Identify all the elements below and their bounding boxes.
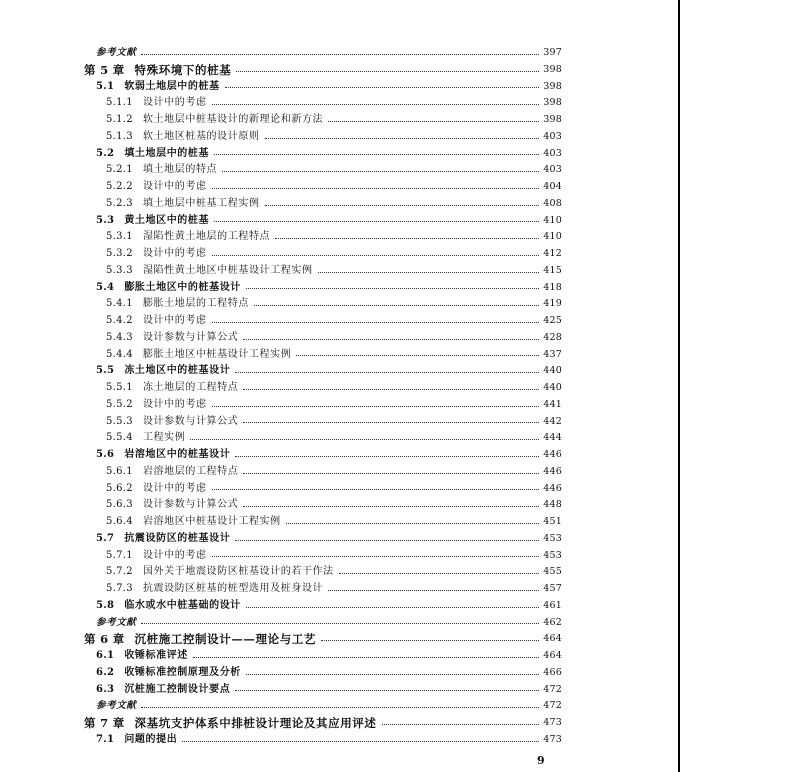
toc-entry-title: 设计中的考虑 <box>142 181 207 192</box>
toc-entry-page: 444 <box>543 432 562 444</box>
toc-entry-title: 岩溶地区中的桩基设计 <box>124 449 231 460</box>
dot-leader <box>193 657 539 658</box>
toc-entry <box>84 430 562 447</box>
toc-entry-page: 415 <box>543 264 562 276</box>
toc-entry-title: 参考文献 <box>96 47 137 58</box>
toc-entry <box>84 732 562 749</box>
toc-entry-number: 5.6.1 <box>106 465 133 477</box>
toc-entry <box>84 330 562 347</box>
toc-entry-title: 工程实例 <box>142 432 186 444</box>
toc-entry-number: 5.5.3 <box>106 415 133 427</box>
toc-entry-title: 沉桩施工控制设计要点 <box>124 683 231 695</box>
toc-entry-title: 设计参数与计算公式 <box>142 415 239 427</box>
toc-entry-title: 设计参数与计算公式 <box>142 331 239 343</box>
toc-entry-title: 软土地层中桩基设计的新理论和新方法 <box>142 114 324 125</box>
dot-leader <box>382 724 540 725</box>
toc-entry <box>84 213 562 230</box>
dot-leader <box>328 590 539 591</box>
toc-entry-number: 5.2.2 <box>106 181 133 192</box>
toc-entry-title: 设计参数与计算公式 <box>142 499 239 511</box>
toc-entry-number: 5.2 <box>96 147 115 159</box>
toc-entry-title: 软弱土地层中的桩基 <box>124 80 220 92</box>
dot-leader <box>212 104 540 105</box>
toc-entry-page: 462 <box>543 616 562 628</box>
toc-entry-page: 437 <box>543 348 562 360</box>
toc-entry-number: 5.6.3 <box>106 499 133 511</box>
toc-entry <box>84 196 562 213</box>
toc-entry-page: 408 <box>543 197 562 209</box>
toc-entry-number: 5.3.3 <box>106 264 133 276</box>
toc-entry <box>84 296 562 313</box>
dot-leader <box>328 121 539 122</box>
toc-entry-title: 冻土地层的工程特点 <box>142 382 239 393</box>
toc-entry <box>84 112 562 129</box>
toc-entry-page: 398 <box>543 97 562 109</box>
toc-entry <box>84 548 562 565</box>
toc-entry-title: 填土地层的特点 <box>142 164 218 176</box>
toc-entry-page: 464 <box>543 633 562 645</box>
toc-entry-page: 403 <box>543 147 562 159</box>
toc-entry <box>84 129 562 146</box>
toc-entry-page: 425 <box>543 315 562 326</box>
table-of-contents <box>84 45 562 749</box>
dot-leader <box>339 573 540 574</box>
toc-entry-number: 5.2.3 <box>106 197 133 209</box>
toc-entry-page: 457 <box>543 583 562 594</box>
toc-entry-page: 410 <box>543 231 562 243</box>
toc-entry-number: 5.1.2 <box>106 114 133 125</box>
toc-entry <box>84 263 562 280</box>
toc-entry <box>84 280 562 297</box>
toc-entry-number: 5.1 <box>96 80 115 92</box>
dot-leader <box>235 540 539 541</box>
toc-entry-number: 5.6 <box>96 449 115 460</box>
toc-entry <box>84 665 562 682</box>
toc-entry-number: 5.4 <box>96 281 115 293</box>
dot-leader <box>212 255 540 256</box>
toc-entry-title: 问题的提出 <box>124 733 178 745</box>
toc-entry-page: 472 <box>543 700 562 712</box>
toc-entry-title: 设计中的考虑 <box>142 97 207 109</box>
toc-entry-number: 5.7.1 <box>106 549 133 561</box>
dot-leader <box>214 221 539 222</box>
toc-entry <box>84 79 562 96</box>
toc-entry <box>84 246 562 263</box>
toc-entry-page: 448 <box>543 499 562 511</box>
toc-entry-page: 446 <box>543 482 562 494</box>
toc-entry <box>84 146 562 163</box>
right-border-rule <box>678 0 680 772</box>
toc-entry-number: 5.1.3 <box>106 130 133 142</box>
dot-leader <box>243 389 539 390</box>
toc-entry <box>84 564 562 581</box>
toc-entry-title: 临水或水中桩基础的设计 <box>124 599 241 611</box>
toc-entry <box>84 347 562 364</box>
toc-entry-number: 5.7.2 <box>106 566 133 578</box>
toc-entry-page: 446 <box>543 449 562 460</box>
toc-entry-title: 湿陷性黄土地层的工程特点 <box>142 231 271 243</box>
dot-leader <box>246 288 539 289</box>
toc-entry-page: 440 <box>543 382 562 393</box>
dot-leader <box>246 607 539 608</box>
toc-entry <box>84 615 562 632</box>
toc-entry <box>84 648 562 665</box>
toc-entry <box>84 179 562 196</box>
toc-entry-number: 7.1 <box>96 733 115 745</box>
toc-entry <box>84 229 562 246</box>
toc-entry-number: 5.3.1 <box>106 231 133 243</box>
dot-leader <box>212 322 540 323</box>
toc-entry-number: 5.3 <box>96 214 115 226</box>
toc-entry-title: 收锤标准评述 <box>124 650 188 661</box>
toc-entry-page: 442 <box>543 415 562 427</box>
toc-entry-number: 5.4.2 <box>106 315 133 326</box>
toc-entry <box>84 682 562 699</box>
toc-entry-number: 5.5 <box>96 365 115 377</box>
toc-entry-title: 冻土地区中的桩基设计 <box>124 365 231 377</box>
toc-entry-page: 397 <box>543 47 562 58</box>
toc-entry-number: 5.5.2 <box>106 398 133 410</box>
toc-entry-title: 填土地层中的桩基 <box>124 147 210 159</box>
dot-leader <box>141 623 539 624</box>
toc-entry-page: 404 <box>543 181 562 192</box>
dot-leader <box>265 138 540 139</box>
toc-entry-page: 398 <box>543 80 562 92</box>
toc-entry-page: 453 <box>543 549 562 561</box>
dot-leader <box>321 640 539 641</box>
dot-leader <box>235 456 539 457</box>
toc-entry-number: 5.8 <box>96 599 115 611</box>
dot-leader <box>296 355 539 356</box>
toc-entry-page: 473 <box>543 733 562 745</box>
toc-entry-number: 6.1 <box>96 650 115 661</box>
toc-entry-page: 412 <box>543 248 562 259</box>
toc-entry-title: 填土地层中桩基工程实例 <box>142 197 260 209</box>
toc-entry <box>84 698 562 715</box>
page-number: 9 <box>537 754 545 767</box>
dot-leader <box>141 707 539 708</box>
toc-entry-title: 沉桩施工控制设计——理论与工艺 <box>134 632 317 647</box>
dot-leader <box>235 372 539 373</box>
toc-entry-title: 膨胀土地层的工程特点 <box>142 298 249 310</box>
toc-entry <box>84 62 562 79</box>
toc-entry-title: 膨胀土地区中的桩基设计 <box>124 281 241 293</box>
toc-entry-number: 第 7 章 <box>84 716 125 730</box>
toc-entry-title: 参考文献 <box>96 700 137 712</box>
toc-entry <box>84 531 562 548</box>
toc-entry-page: 464 <box>543 650 562 661</box>
toc-entry-title: 抗震设防区的桩基设计 <box>124 532 231 544</box>
toc-entry-number: 5.1.1 <box>106 97 133 109</box>
toc-entry <box>84 481 562 498</box>
toc-entry-page: 453 <box>543 532 562 544</box>
dot-leader <box>182 741 539 742</box>
dot-leader <box>243 473 539 474</box>
dot-leader <box>222 171 539 172</box>
toc-entry-title: 黄土地区中的桩基 <box>124 214 210 226</box>
toc-entry-title: 设计中的考虑 <box>142 482 207 494</box>
toc-entry-number: 5.4.3 <box>106 331 133 343</box>
toc-entry <box>84 162 562 179</box>
toc-entry <box>84 414 562 431</box>
toc-entry-title: 收锤标准控制原理及分析 <box>124 666 241 678</box>
toc-entry-number: 5.3.2 <box>106 248 133 259</box>
toc-entry-page: 451 <box>543 516 562 527</box>
dot-leader <box>275 238 539 239</box>
toc-entry-page: 441 <box>543 398 562 410</box>
dot-leader <box>318 272 540 273</box>
dot-leader <box>212 188 540 189</box>
toc-entry-number: 5.4.1 <box>106 298 133 310</box>
toc-entry-page: 410 <box>543 214 562 226</box>
dot-leader <box>212 406 540 407</box>
toc-entry <box>84 598 562 615</box>
toc-entry <box>84 715 562 732</box>
toc-entry <box>84 581 562 598</box>
dot-leader <box>254 305 539 306</box>
toc-entry-page: 419 <box>543 298 562 310</box>
dot-leader <box>141 54 539 55</box>
toc-entry <box>84 313 562 330</box>
toc-entry-page: 418 <box>543 281 562 293</box>
toc-entry-title: 岩溶地区中桩基设计工程实例 <box>142 516 281 527</box>
toc-entry-number: 5.7 <box>96 532 115 544</box>
toc-entry-title: 软土地区桩基的设计原则 <box>142 130 260 142</box>
dot-leader <box>190 439 539 440</box>
toc-entry-title: 深基坑支护体系中排桩设计理论及其应用评述 <box>134 716 377 730</box>
toc-entry-number: 5.6.2 <box>106 482 133 494</box>
dot-leader <box>243 339 539 340</box>
toc-entry-title: 湿陷性黄土地区中桩基设计工程实例 <box>142 264 313 276</box>
toc-entry-number: 5.7.3 <box>106 583 133 594</box>
toc-entry-title: 抗震设防区桩基的桩型选用及桩身设计 <box>142 583 324 594</box>
toc-entry-title: 设计中的考虑 <box>142 315 207 326</box>
toc-entry-number: 5.5.4 <box>106 432 133 444</box>
toc-entry <box>84 631 562 648</box>
toc-entry-number: 5.6.4 <box>106 516 133 527</box>
toc-entry-title: 设计中的考虑 <box>142 549 207 561</box>
toc-entry-page: 466 <box>543 666 562 678</box>
toc-entry <box>84 397 562 414</box>
toc-entry <box>84 45 562 62</box>
toc-entry-title: 国外关于地震设防区桩基设计的若干作法 <box>142 566 334 578</box>
toc-entry-page: 403 <box>543 130 562 142</box>
toc-entry-number: 5.5.1 <box>106 382 133 393</box>
toc-entry-title: 参考文献 <box>96 616 137 628</box>
toc-entry-page: 428 <box>543 331 562 343</box>
toc-entry <box>84 464 562 481</box>
toc-entry-page: 472 <box>543 683 562 695</box>
toc-entry-number: 第 5 章 <box>84 62 125 77</box>
dot-leader <box>225 87 540 88</box>
toc-entry-title: 膨胀土地区中桩基设计工程实例 <box>142 348 292 360</box>
toc-entry <box>84 380 562 397</box>
toc-entry-page: 461 <box>543 599 562 611</box>
toc-entry-title: 设计中的考虑 <box>142 248 207 259</box>
toc-entry <box>84 497 562 514</box>
toc-entry-number: 5.4.4 <box>106 348 133 360</box>
toc-entry-page: 440 <box>543 365 562 377</box>
toc-entry-number: 第 6 章 <box>84 632 125 647</box>
toc-entry <box>84 95 562 112</box>
toc-entry-title: 设计中的考虑 <box>142 398 207 410</box>
toc-entry <box>84 363 562 380</box>
dot-leader <box>286 523 540 524</box>
dot-leader <box>265 205 540 206</box>
toc-entry-title: 特殊环境下的桩基 <box>134 62 232 77</box>
toc-entry-page: 455 <box>543 566 562 578</box>
toc-entry <box>84 447 562 464</box>
toc-entry-page: 398 <box>543 114 562 125</box>
dot-leader <box>243 422 539 423</box>
toc-entry <box>84 514 562 531</box>
toc-entry-number: 6.2 <box>96 666 115 678</box>
toc-entry-number: 6.3 <box>96 683 115 695</box>
toc-entry-page: 446 <box>543 465 562 477</box>
dot-leader <box>214 154 539 155</box>
toc-entry-number: 5.2.1 <box>106 164 133 176</box>
toc-entry-page: 403 <box>543 164 562 176</box>
dot-leader <box>243 506 539 507</box>
dot-leader <box>246 674 539 675</box>
toc-entry-title: 岩溶地层的工程特点 <box>142 465 239 477</box>
dot-leader <box>212 489 540 490</box>
dot-leader <box>235 690 539 691</box>
toc-entry-page: 473 <box>543 717 562 728</box>
dot-leader <box>236 71 539 72</box>
toc-entry-page: 398 <box>543 63 562 75</box>
dot-leader <box>212 556 540 557</box>
